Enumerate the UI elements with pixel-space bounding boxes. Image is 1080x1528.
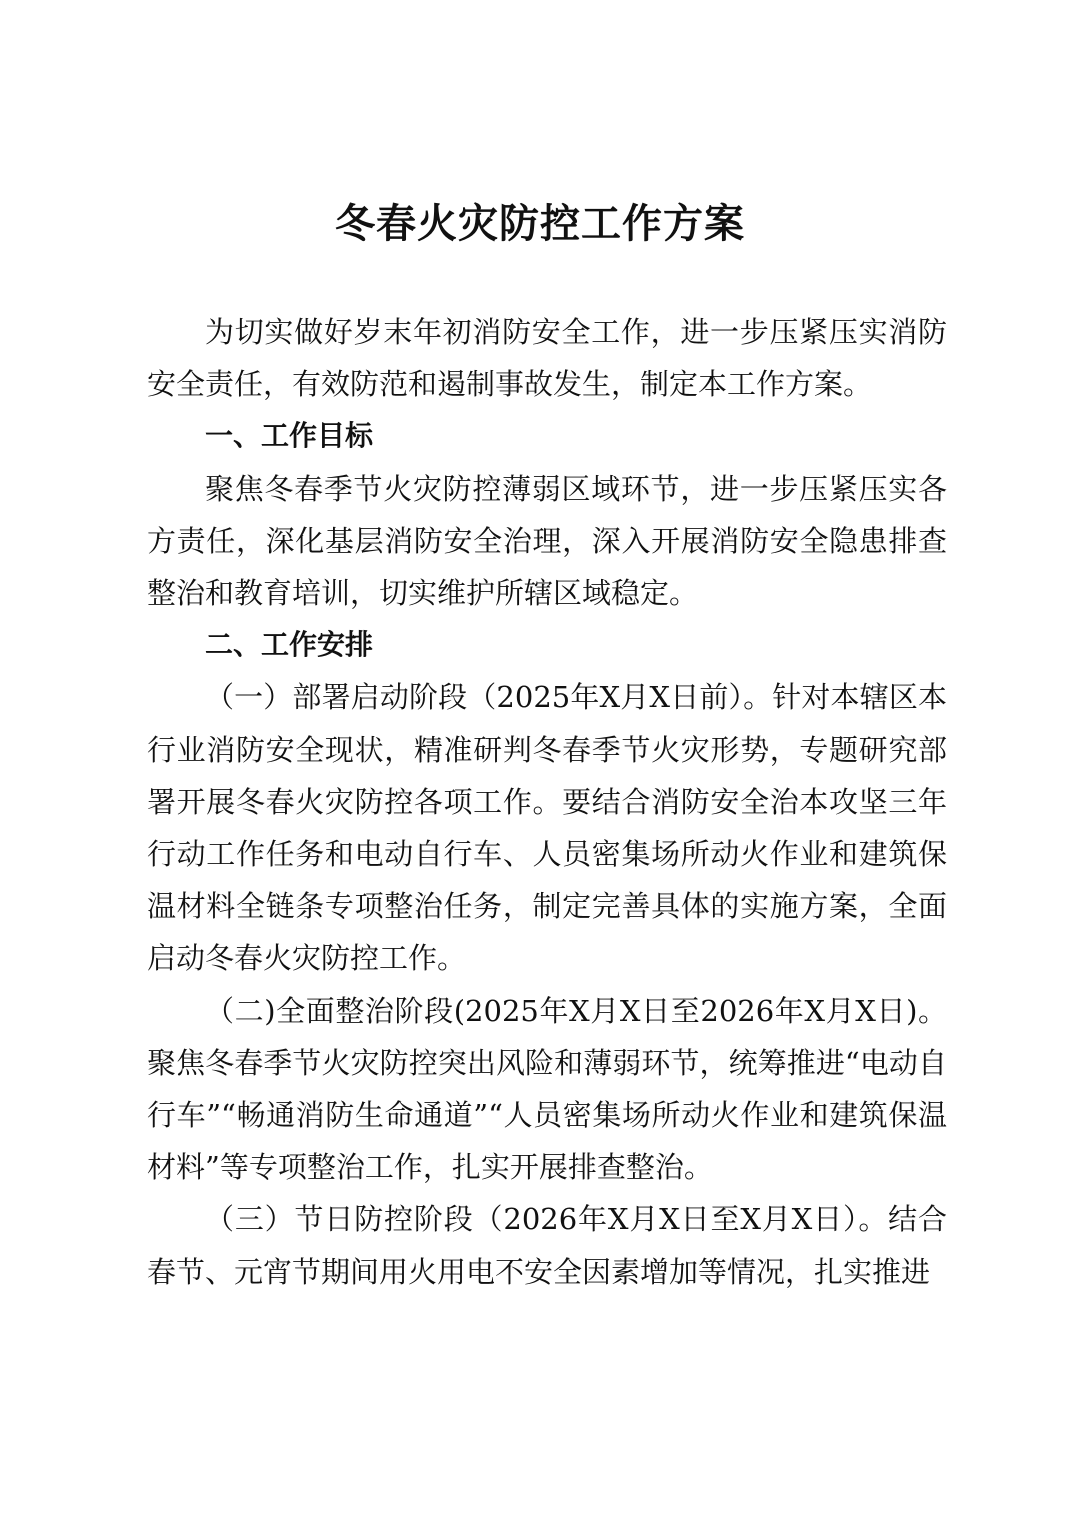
- goals-paragraph: 聚焦冬春季节火灾防控薄弱区域环节，进一步压紧压实各方责任，深化基层消防安全治理，深入开展消防安全隐患排查整治和教育培训，切实维护所辖区域稳定。: [147, 471, 947, 611]
- arrangement-item-3: （三）节日防控阶段（2026年X月X日至X月X日）。结合春节、元宵节期间用火用电不安全因素增加等情况，扎实推进: [147, 1202, 947, 1289]
- intro-paragraph: 为切实做好岁末年初消防安全工作，进一步压紧压实消防安全责任，有效防范和遏制事故发生，制定本工作方案。: [147, 315, 947, 402]
- document-body: [147, 306, 947, 1298]
- section-heading-arrangements: 二、工作安排: [205, 628, 374, 662]
- document-title: 冬春火灾防控工作方案: [335, 200, 745, 247]
- section-heading-goals: 一、工作目标: [205, 419, 374, 453]
- arrangement-item-2: （二)全面整治阶段(2025年X月X日至2026年X月X日)。聚焦冬春季节火灾防控突出风险和薄弱环节，统筹推进“电动自行车”“畅通消防生命通道”“人员密集场所动火作业和建筑保温材料”等专项整治工作，扎实开展排查整治。: [147, 993, 947, 1185]
- arrangement-item-1: （一）部署启动阶段（2025年X月X日前）。针对本辖区本行业消防安全现状，精准研判冬春季节火灾形势，专题研究部署开展冬春火灾防控各项工作。要结合消防安全治本攻坚三年行动工作任务和电动自行车、人员密集场所动火作业和建筑保温材料全链条专项整治任务，制定完善具体的实施方案，全面启动冬春火灾防控工作。: [147, 680, 947, 976]
